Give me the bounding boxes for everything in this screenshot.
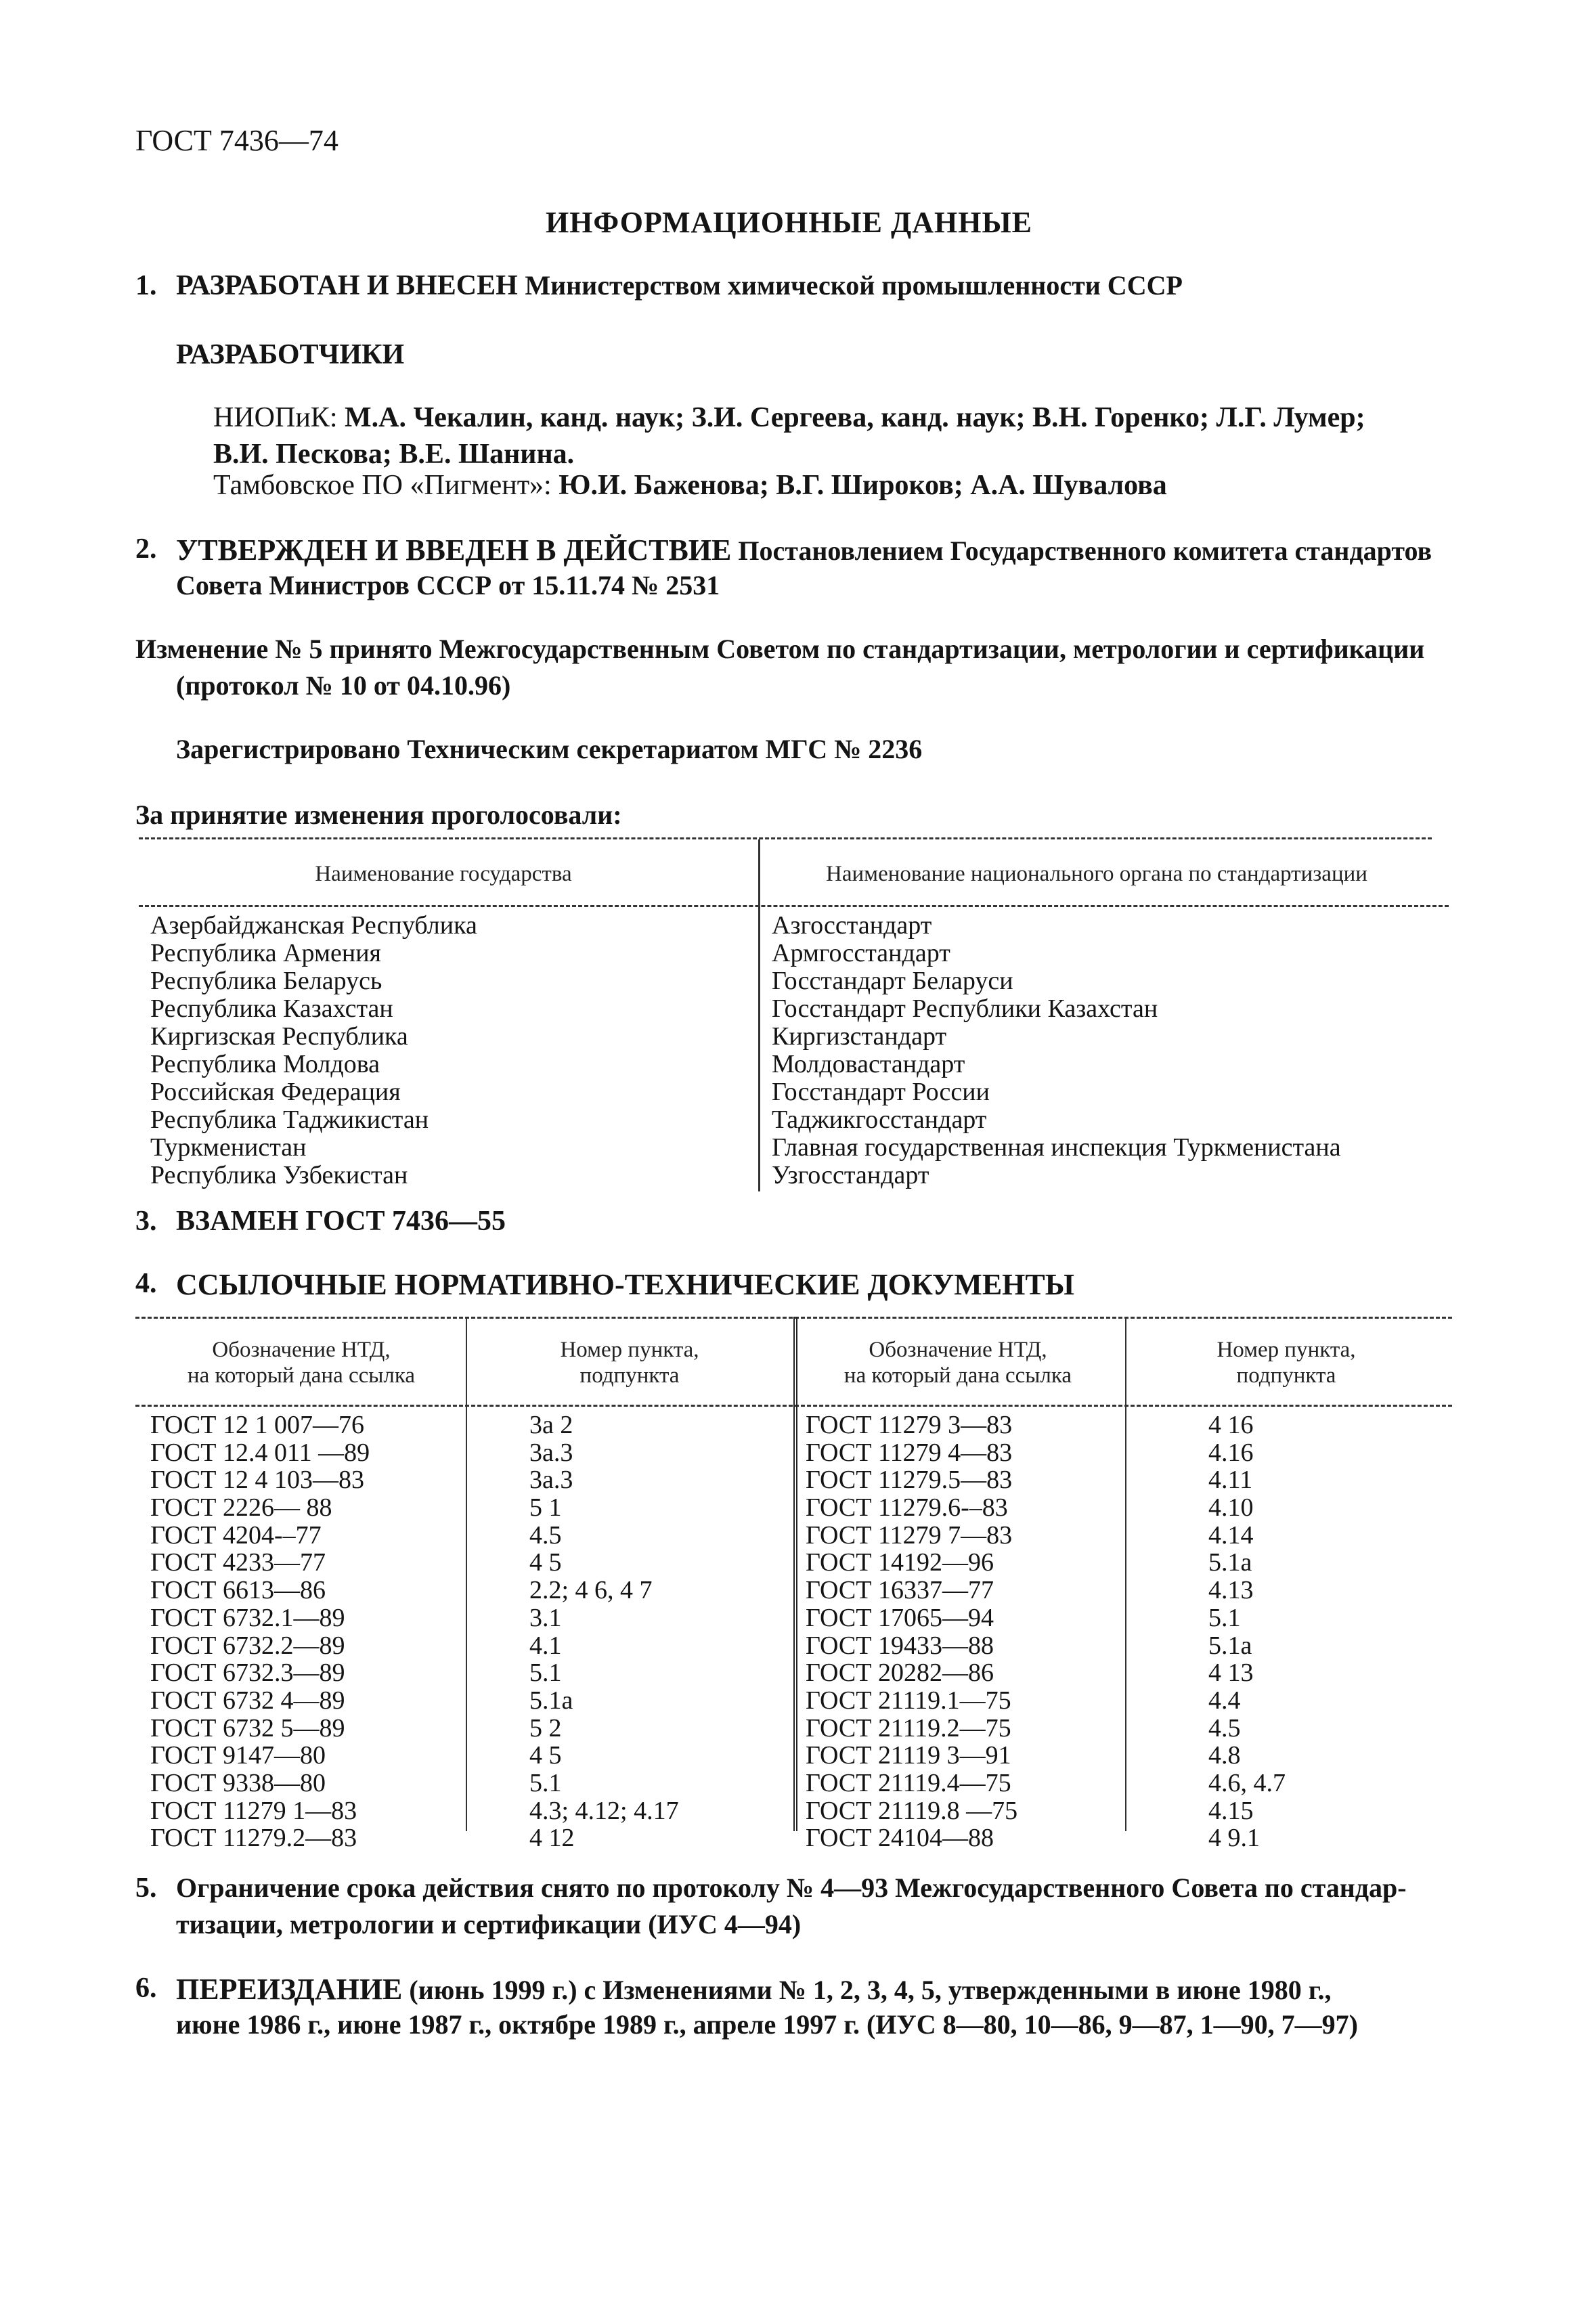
section-1-lead: РАЗРАБОТАН И ВНЕСЕН [176, 270, 518, 301]
table-row: Армгосстандарт [772, 939, 950, 967]
table-row: 5.1 [529, 1768, 562, 1797]
table-row: ГОСТ 6732 4—89 [150, 1686, 345, 1715]
table-row: Республика Казахстан [150, 994, 393, 1023]
table-row: ГОСТ 21119 3—91 [806, 1741, 1011, 1770]
table-row: 4.5 [529, 1520, 562, 1550]
table-row: 4.14 [1208, 1520, 1254, 1550]
table-row: ГОСТ 21119.1—75 [806, 1686, 1011, 1715]
ref-header-item-left [467, 1337, 792, 1388]
table-row: ГОСТ 21119.8 —75 [806, 1796, 1018, 1825]
ref-header-doc-right-line1: Обозначение НТД, [869, 1338, 1047, 1362]
table-row: 4 12 [529, 1824, 575, 1853]
section-3-text: ВЗАМЕН ГОСТ 7436—55 [176, 1206, 506, 1237]
section-1-rest: Министерством химической промышленности СССР [525, 270, 1183, 301]
table-row: ГОСТ 11279 3—83 [806, 1411, 1013, 1439]
page-title: ИНФОРМАЦИОННЫЕ ДАННЫЕ [545, 206, 1033, 239]
table-row: ГОСТ 17065—94 [806, 1603, 994, 1632]
table-row: ГОСТ 6613—86 [150, 1576, 326, 1605]
table-row: Республика Беларусь [150, 967, 382, 995]
table-row: 4.1 [529, 1631, 562, 1660]
table-row: Госстандарт России [772, 1078, 990, 1106]
table-row: ГОСТ 11279.5—83 [806, 1466, 1013, 1495]
table-row: Госстандарт Республики Казахстан [772, 994, 1158, 1023]
section-6-line2: июне 1986 г., июне 1987 г., октябре 1989 г., апреле 1997 г. (ИУС 8—80, 10—86, 9—87, 1—90, 7—97) [176, 2009, 1358, 2040]
table-row: Российская Федерация [150, 1078, 401, 1106]
section-5-number: 5. [135, 1872, 157, 1904]
table-row: ГОСТ 6732 5—89 [150, 1713, 345, 1742]
table-row: 3а 2 [529, 1411, 573, 1439]
section-6-number: 6. [135, 1973, 157, 2004]
change-line2: (протокол № 10 от 04.10.96) [176, 670, 511, 701]
vote-table-divider [758, 839, 760, 1191]
table-row: ГОСТ 6732.2—89 [150, 1631, 345, 1660]
table-row: ГОСТ 9338—80 [150, 1768, 326, 1797]
section-2-lead: УТВЕРЖДЕН И ВВЕДЕН В ДЕЙСТВИЕ [176, 533, 732, 567]
table-row: 4.6, 4.7 [1208, 1768, 1286, 1797]
table-row: 4 5 [529, 1741, 562, 1770]
section-6-line1 [176, 1972, 1331, 2007]
ref-header-item-right-line2: подпункта [1236, 1363, 1336, 1388]
table-row: ГОСТ 14192—96 [806, 1548, 994, 1577]
ref-left-items [529, 1411, 679, 1852]
section-1-text [176, 269, 1183, 302]
table-row: 5.1а [529, 1686, 573, 1715]
table-row: ГОСТ 2226— 88 [150, 1493, 332, 1522]
ref-divider-1 [466, 1317, 467, 1831]
ref-header-item-right-line1: Номер пункта, [1217, 1338, 1356, 1362]
table-row: Азербайджанская Республика [150, 911, 477, 940]
table-row: Главная государственная инспекция Туркменистана [772, 1133, 1341, 1162]
table-row: ГОСТ 12.4 011 —89 [150, 1438, 370, 1467]
developers-org1-names: М.А. Чекалин, канд. наук; З.И. Сергеева, канд. наук; В.Н. Горенко; Л.Г. Лумер; [344, 402, 1365, 433]
section-5-line2: тизации, метрологии и сертификации (ИУС 4—94) [176, 1909, 802, 1939]
table-row: 3.1 [529, 1603, 562, 1632]
ref-header-doc-right-line2: на который дана ссылка [843, 1363, 1072, 1388]
table-row: ГОСТ 11279 1—83 [150, 1796, 357, 1825]
table-row: ГОСТ 4204-–77 [150, 1520, 322, 1550]
table-row: ГОСТ 20282—86 [806, 1659, 994, 1688]
ref-header-item-right [1124, 1337, 1449, 1388]
table-row: 5.1а [1208, 1631, 1252, 1660]
ref-left-docs [150, 1411, 370, 1852]
developers-org1-line2: В.И. Пескова; В.Е. Шанина. [213, 439, 575, 470]
table-row: 2.2; 4 6, 4 7 [529, 1576, 653, 1605]
table-row: 4.10 [1208, 1493, 1254, 1522]
vote-table-header-rule [139, 905, 1449, 907]
change-line1: Изменение № 5 принято Межгосударственным Советом по стандартизации, метрологии и сертификации [135, 634, 1425, 664]
section-4-text: ССЫЛОЧНЫЕ НОРМАТИВНО-ТЕХНИЧЕСКИЕ ДОКУМЕНТЫ [176, 1268, 1074, 1301]
table-row: Таджикгосстандарт [772, 1105, 987, 1134]
table-row: 5.1а [1208, 1548, 1252, 1577]
vote-table-states [150, 912, 477, 1189]
table-row: ГОСТ 21119.4—75 [806, 1768, 1011, 1797]
table-row: 4 13 [1208, 1659, 1254, 1688]
table-row: ГОСТ 11279.6-–83 [806, 1493, 1008, 1522]
ref-header-doc-right [795, 1337, 1120, 1388]
ref-header-item-left-line2: подпункта [579, 1363, 680, 1388]
table-row: 5 2 [529, 1713, 562, 1742]
table-row: Молдовастандарт [772, 1050, 965, 1078]
table-row: ГОСТ 21119.2—75 [806, 1713, 1011, 1742]
section-1-number: 1. [135, 270, 157, 301]
table-row: 3а.3 [529, 1466, 573, 1495]
table-row: Туркменистан [150, 1133, 307, 1162]
table-row: Киргизстандарт [772, 1022, 947, 1051]
ref-header-doc-left-line1: Обозначение НТД, [212, 1338, 391, 1362]
developers-org2-line [213, 469, 1167, 502]
table-row: ГОСТ 11279 7—83 [806, 1520, 1013, 1550]
developers-org1-line1 [213, 401, 1365, 434]
table-row: 4.5 [1208, 1713, 1241, 1742]
table-row: ГОСТ 4233—77 [150, 1548, 326, 1577]
ref-header-item-left-line1: Номер пункта, [560, 1338, 699, 1362]
table-row: 4 5 [529, 1548, 562, 1577]
section-2-number: 2. [135, 533, 157, 565]
table-row: 4.8 [1208, 1741, 1241, 1770]
table-row: ГОСТ 9147—80 [150, 1741, 326, 1770]
table-row: Киргизская Республика [150, 1022, 408, 1051]
section-2-line2: Совета Министров СССР от 15.11.74 № 2531 [176, 570, 720, 600]
table-row: ГОСТ 12 4 103—83 [150, 1466, 364, 1495]
section-6-rest: (июнь 1999 г.) с Изменениями № 1, 2, 3, 4, 5, утвержденными в июне 1980 г., [402, 1975, 1332, 2005]
ref-divider-3 [1125, 1317, 1126, 1831]
table-row: 4 16 [1208, 1411, 1254, 1439]
ref-divider-2 [793, 1317, 797, 1831]
table-row: 4.13 [1208, 1576, 1254, 1605]
table-row: 5.1 [1208, 1603, 1241, 1632]
table-row: 4.11 [1208, 1466, 1253, 1495]
developers-org2-prefix: Тамбовское ПО «Пигмент»: [213, 470, 559, 501]
ref-right-items [1208, 1411, 1286, 1852]
vote-table-top-rule [139, 837, 1432, 839]
developers-heading: РАЗРАБОТЧИКИ [176, 339, 405, 370]
table-row: ГОСТ 6732.1—89 [150, 1603, 345, 1632]
section-6-lead: ПЕРЕИЗДАНИЕ [176, 1973, 403, 2006]
change-registered: Зарегистрировано Техническим секретариатом МГС № 2236 [176, 734, 923, 764]
document-header: ГОСТ 7436—74 [135, 124, 338, 157]
table-row: Госстандарт Беларуси [772, 967, 1013, 995]
table-row: Азгосстандарт [772, 911, 932, 940]
table-row: 4.15 [1208, 1796, 1254, 1825]
table-row: ГОСТ 11279 4—83 [806, 1438, 1013, 1467]
vote-table-bodies [772, 912, 1341, 1189]
table-row: 3а.3 [529, 1438, 573, 1467]
table-row: Республика Молдова [150, 1050, 380, 1078]
ref-header-doc-left [139, 1337, 464, 1388]
table-row: 4.3; 4.12; 4.17 [529, 1796, 679, 1825]
ref-right-docs [806, 1411, 1017, 1852]
table-row: Республика Узбекистан [150, 1161, 408, 1189]
vote-table-header-body: Наименование национального органа по стандартизации [826, 862, 1367, 886]
table-row: Узгосстандарт [772, 1161, 929, 1189]
section-3-number: 3. [135, 1206, 157, 1237]
vote-table-header-state: Наименование государства [315, 862, 572, 886]
table-row: ГОСТ 19433—88 [806, 1631, 994, 1660]
developers-org1-prefix: НИОПиК: [213, 402, 345, 433]
section-2-line1 [176, 533, 1432, 567]
table-row: ГОСТ 11279.2—83 [150, 1824, 357, 1853]
change-voted: За принятие изменения проголосовали: [135, 799, 622, 830]
table-row: Республика Армения [150, 939, 382, 967]
table-row: 5.1 [529, 1659, 562, 1688]
table-row: 5 1 [529, 1493, 562, 1522]
section-5-line1: Ограничение срока действия снято по протоколу № 4—93 Межгосударственного Совета по стандар- [176, 1872, 1407, 1903]
table-row: ГОСТ 6732.3—89 [150, 1659, 345, 1688]
table-row: ГОСТ 12 1 007—76 [150, 1411, 364, 1439]
ref-header-doc-left-line2: на который дана ссылка [187, 1363, 416, 1388]
developers-org2-names: Ю.И. Баженова; В.Г. Широков; А.А. Шувалова [558, 470, 1167, 501]
section-4-number: 4. [135, 1268, 157, 1299]
table-row: 4 9.1 [1208, 1824, 1260, 1853]
table-row: 4.16 [1208, 1438, 1254, 1467]
section-2-rest: Постановлением Государственного комитета стандартов [731, 535, 1432, 566]
table-row: Республика Таджикистан [150, 1105, 429, 1134]
table-row: ГОСТ 16337—77 [806, 1576, 994, 1605]
table-row: ГОСТ 24104—88 [806, 1824, 994, 1853]
table-row: 4.4 [1208, 1686, 1241, 1715]
